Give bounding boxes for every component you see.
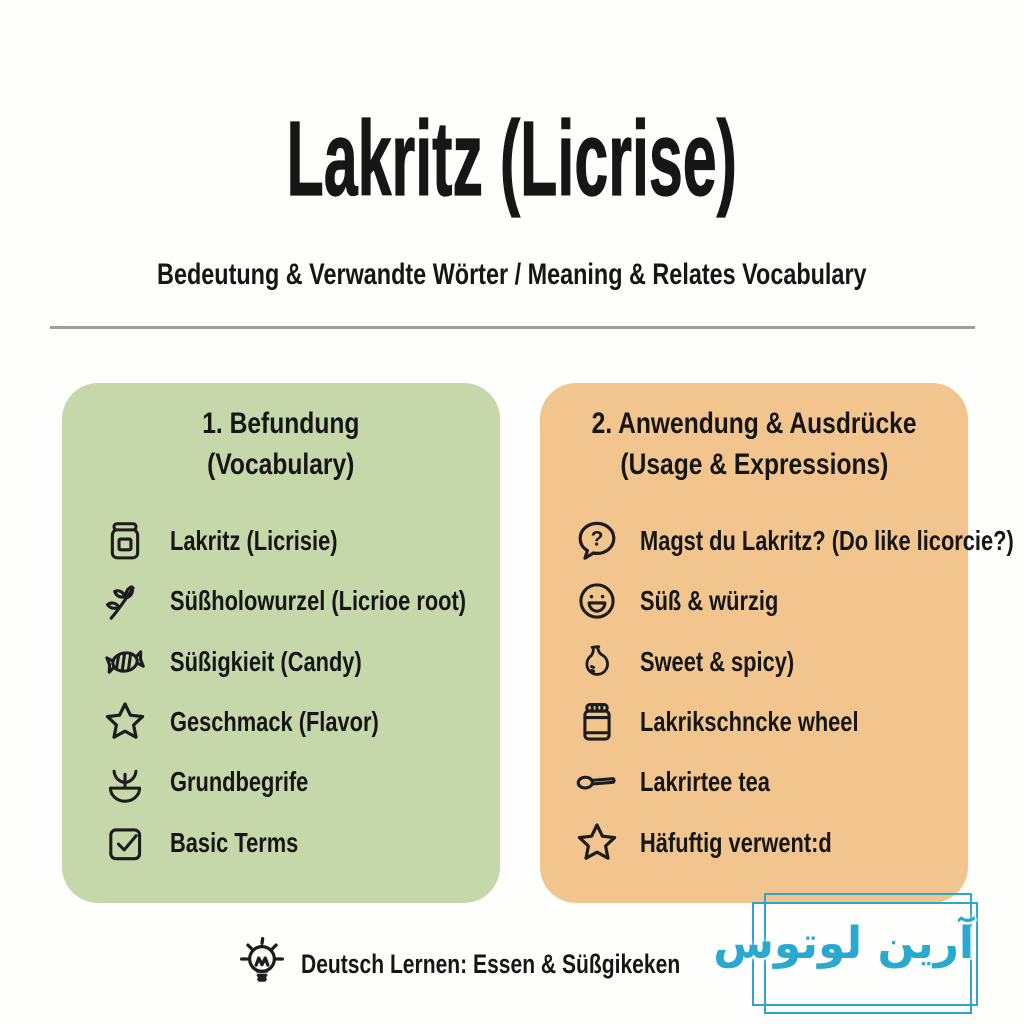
footer	[0, 936, 1024, 993]
page-subtitle	[0, 258, 1024, 292]
vocabulary-card-header	[62, 383, 500, 485]
vocabulary-card-title-line2: (Vocabulary)	[207, 448, 355, 481]
list-item	[62, 511, 500, 571]
usage-card-title-line2: (Usage & Expressions)	[620, 448, 888, 481]
vocabulary-card	[62, 383, 500, 903]
list-item-label: Lakrikschncke wheel	[640, 706, 859, 738]
list-item	[540, 511, 1014, 571]
list-item	[62, 812, 500, 872]
list-item-label: Häfuftig verwent:d	[640, 826, 832, 858]
ribbed-jar-icon	[572, 698, 622, 746]
page-subtitle-text: Bedeutung & Verwandte Wörter / Meaning & Relates Vocabulary	[157, 258, 867, 291]
vocabulary-card-title-line1: 1. Befundung	[202, 407, 360, 440]
svg-text:?: ?	[590, 527, 604, 551]
list-item-label: Süßigkieit (Candy)	[170, 645, 362, 677]
sprig-leaves-icon	[100, 578, 150, 624]
footer-label: Deutsch Lernen: Essen & Süßgikeken	[301, 949, 681, 979]
divider-line	[50, 326, 975, 329]
list-item	[62, 632, 500, 692]
page-title-text: Lakritz (Licrise)	[286, 100, 738, 218]
list-item	[62, 692, 500, 752]
list-item-label: Sweet & spicy)	[640, 645, 795, 677]
usage-item-list	[540, 511, 1014, 873]
list-item-label: Geschmack (Flavor)	[170, 706, 379, 738]
jam-jar-icon	[100, 518, 150, 564]
checkbox-check-icon	[100, 820, 150, 866]
page-title	[0, 100, 1024, 218]
wrapped-candy-icon	[100, 639, 150, 685]
list-item	[540, 812, 968, 872]
list-item-label: Süß & würzig	[640, 585, 779, 617]
list-item	[62, 571, 500, 631]
flask-icon	[572, 639, 622, 685]
list-item-label: Basic Terms	[170, 826, 299, 858]
spoon-icon	[572, 759, 622, 805]
list-item	[540, 752, 968, 812]
list-item	[540, 632, 968, 692]
watermark-text: آرین لوتوس	[713, 918, 974, 969]
star-icon	[100, 698, 150, 746]
question-speech-bubble-icon	[572, 517, 622, 565]
list-item	[540, 571, 968, 631]
usage-card-header	[540, 383, 968, 485]
list-item	[62, 752, 500, 812]
usage-card	[540, 383, 1014, 903]
list-item-label: Grundbegrife	[170, 766, 309, 798]
list-item-label: Süßholowurzel (Licrioe root)	[170, 585, 467, 617]
lightbulb-icon	[236, 936, 288, 993]
star-icon	[572, 819, 622, 867]
smiley-face-icon	[572, 578, 622, 624]
list-item-label: Lakritz (Licrisie)	[170, 525, 338, 557]
list-item	[540, 692, 968, 752]
sprout-bowl-icon	[100, 759, 150, 805]
list-item-label: Lakrirtee tea	[640, 766, 770, 798]
vocabulary-item-list	[62, 511, 500, 873]
list-item-label: Magst du Lakritz? (Do like licorcie?)	[640, 525, 1014, 557]
usage-card-title-line1: 2. Anwendung & Ausdrücke	[591, 407, 917, 440]
